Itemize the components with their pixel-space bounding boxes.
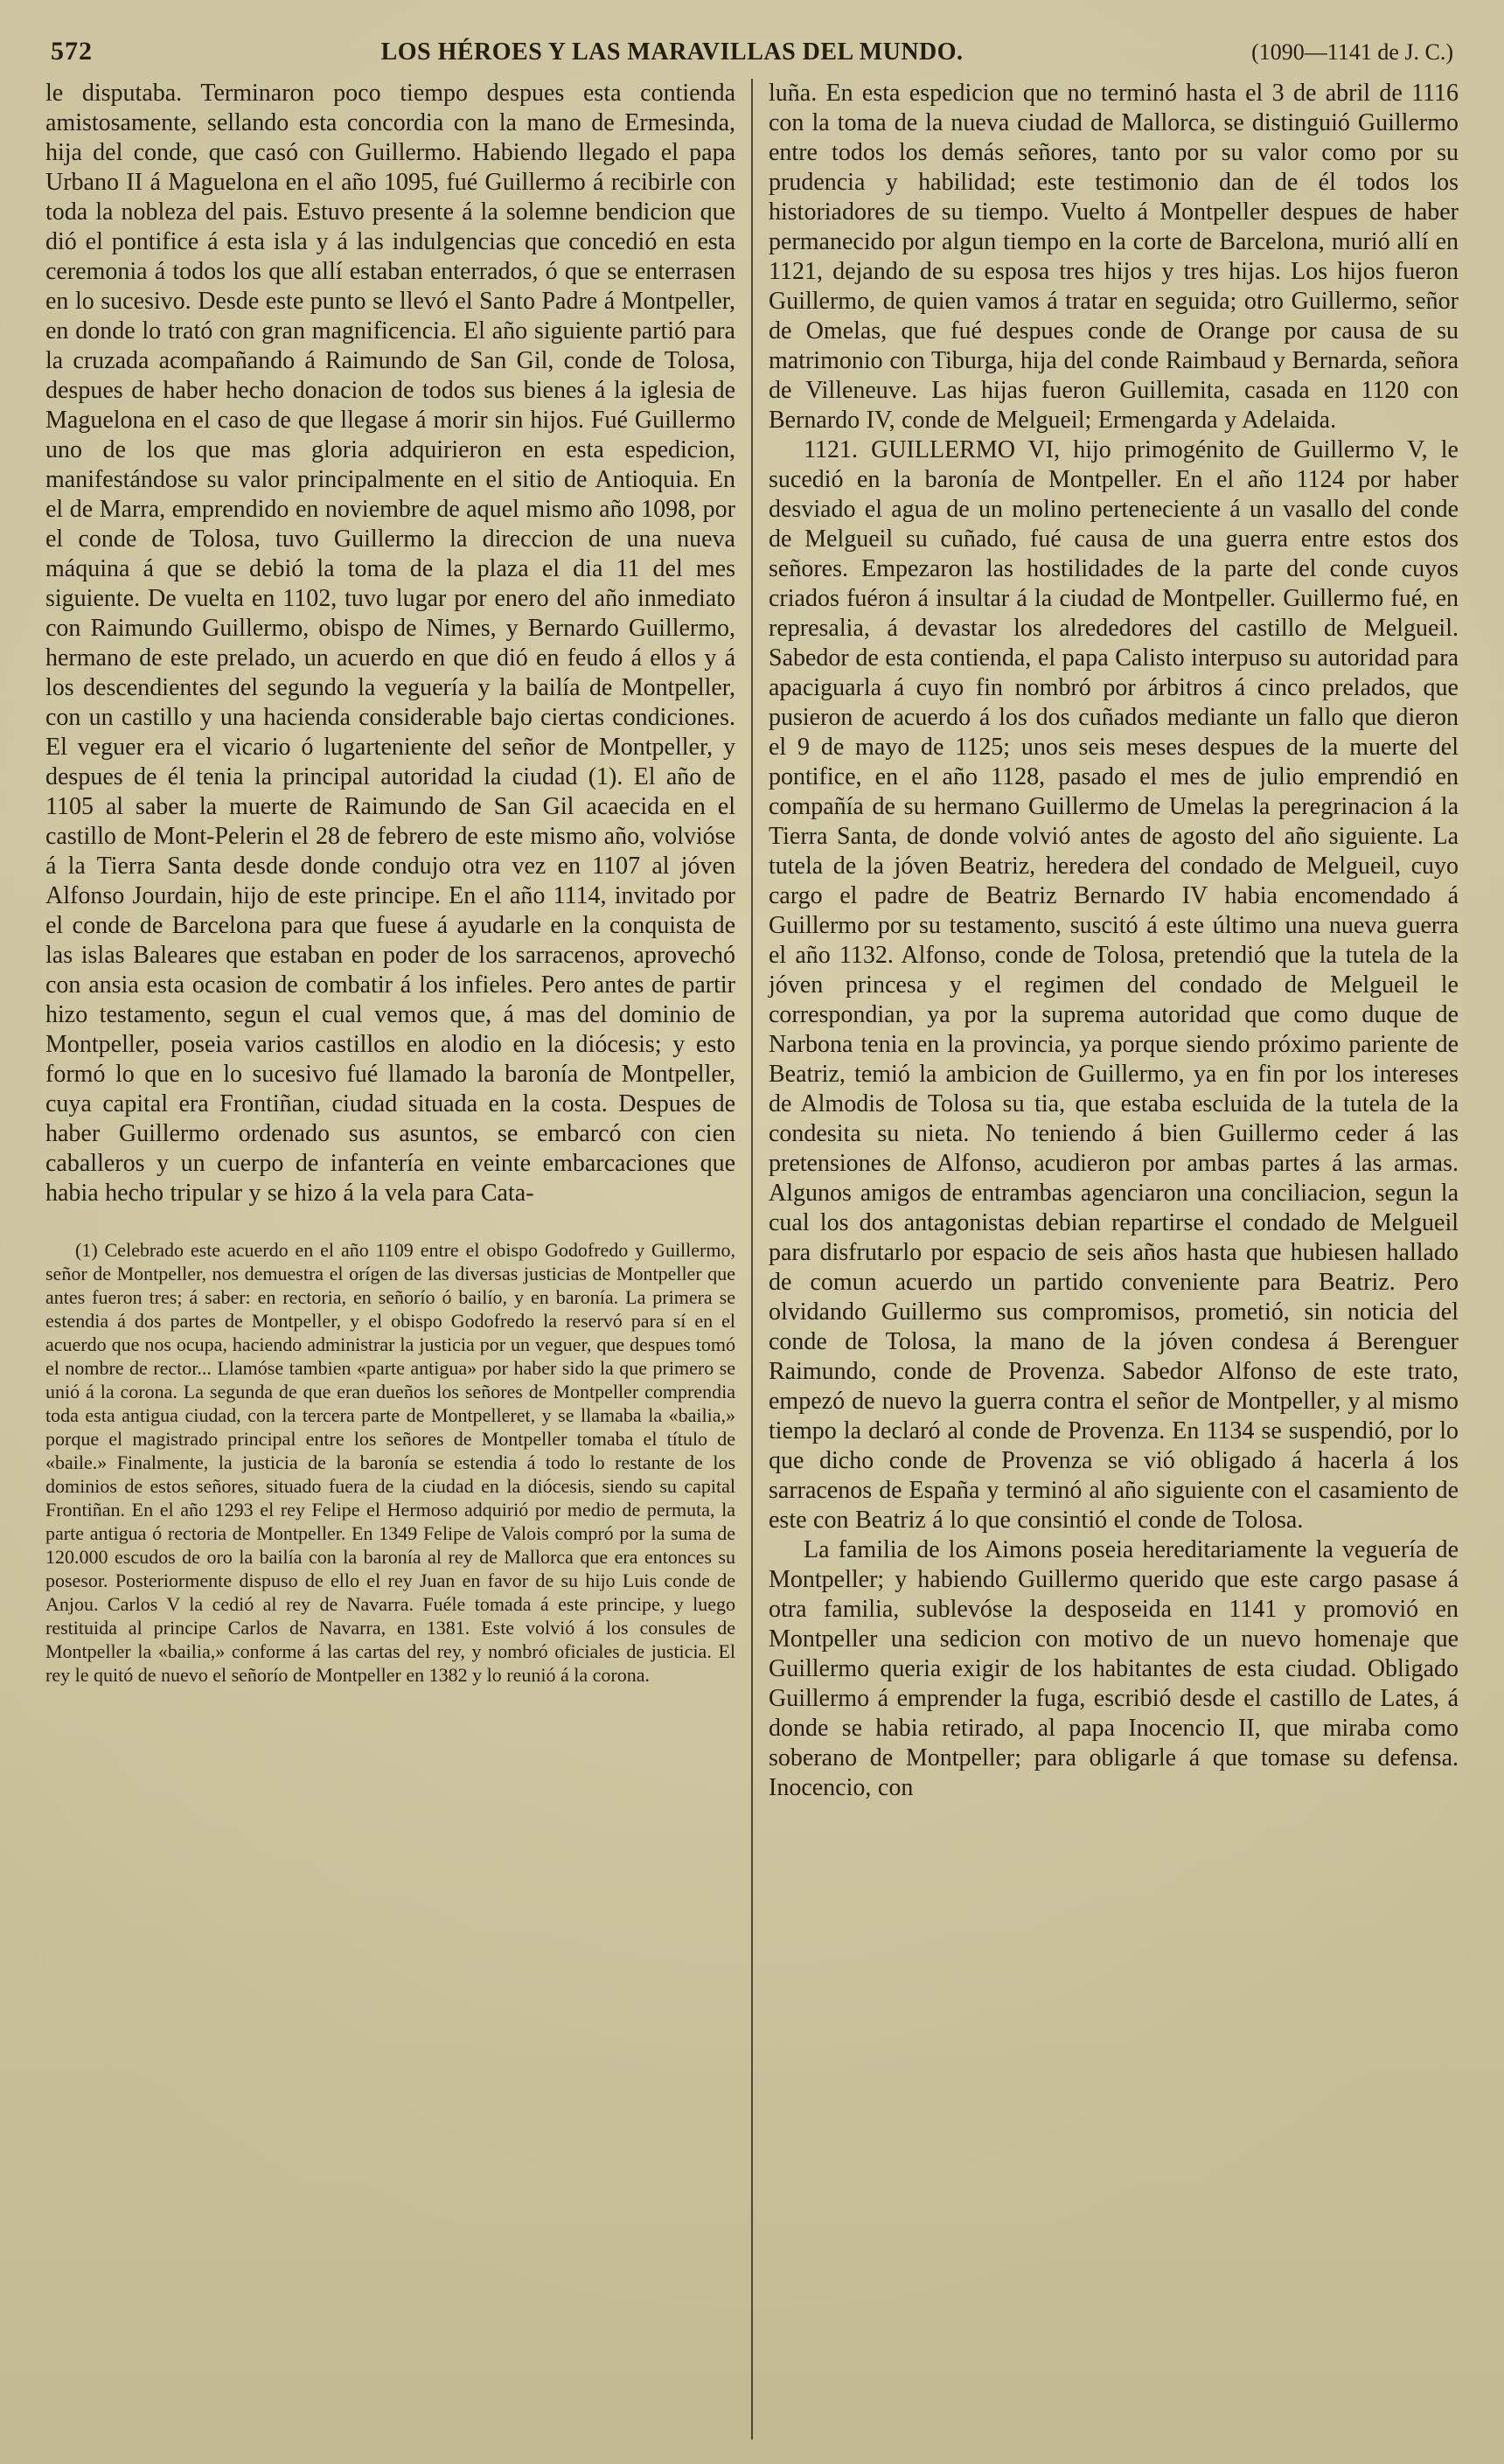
footnote: (1) Celebrado este acuerdo en el año 1109 entre el obispo Godofredo y Guillermo, señor de Montpeller, nos demuestra el orígen de las diversas justicias de Montpeller que antes fueron tres; á saber: en rectoria, en señorío ó bailío, y en baronía. La primera se estendia á dos partes de Montpeller, y el obispo Godofredo la reservó para sí en el acuerdo que nos ocupa, haciendo administrar la justicia por un veguer, que despues tomó el nombre de rector... Llamóse tambien «parte antigua» por haber sido la que primero se unió á la corona. La segunda de que eran dueños los señores de Montpeller comprendia toda esta antigua ciudad, con la tercera parte de Montpelleret, y se llamaba la «bailia,» porque el magistrado principal entre los señores de Montpeller tomaba el título de «baile.» Finalmente, la justicia de la baronía se estendia á todo lo restante de los dominios de estos señores, situado fuera de la ciudad en la diócesis, siendo su capital Frontiñan. En el año 1293 el rey Felipe el Hermoso adquirió por medio de permuta, la parte antigua ó rectoria de Montpeller. En 1349 Felipe de Valois compró por la suma de 120.000 escudos de oro la bailía con la baronía al rey de Mallorca que era entonces su posesor. Posteriormente dispuso de ello el rey Juan en favor de su hijo Luis conde de Anjou. Carlos V la cedió al rey de Navarra. Fuéle tomada á este principe, y luego restituida al principe Carlos de Navarra, en 1381. Este volvió á los consules de Montpeller la «bailia,» conforme á las cartas del rey, y nombró oficiales de justicia. El rey le quitó de nuevo el señorío de Montpeller en 1382 y lo reunió á la corona.: [45, 1239, 735, 1686]
date-range: (1090—1141 de J. C.): [1251, 39, 1453, 65]
body-paragraph: luña. En esta espedicion que no terminó hasta el 3 de abril de 1116 con la toma de la nueva ciudad de Mallorca, se distinguió Guillermo entre todos los demás señores, tanto por su valor como por su prudencia y habilidad; este testimonio dan de él todos los historiadores de su tiempo. Vuelto á Montpeller despues de haber permanecido por algun tiempo en la corte de Barcelona, murió allí en 1121, dejando de su esposa tres hijos y tres hijas. Los hijos fueron Guillermo, de quien vamos á tratar en seguida; otro Guillermo, señor de Omelas, que fué despues conde de Orange por causa de su matrimonio con Tiburga, hija del conde Raimbaud y Bernarda, señora de Villeneuve. Las hijas fueron Guillemita, casada en 1120 con Bernardo IV, conde de Melgueil; Ermengarda y Adelaida.: [769, 80, 1459, 434]
left-column: [45, 79, 751, 2440]
text-columns: [45, 79, 1459, 2440]
body-paragraph: La familia de los Aimons poseia hereditariamente la veguería de Montpeller; y habiendo Guillermo querido que este cargo pasase á otra familia, sublevóse la desposeida en 1141 y promovió en Montpeller una sedicion con motivo de un nuevo homenaje que Guillermo queria exigir de los habitantes de esta ciudad. Obligado Guillermo á emprender la fuga, escribió desde el castillo de Lates, á donde se habia retirado, al papa Inocencio II, que miraba como soberano de Montpeller; para obligarle á que tomase su defensa. Inocencio, con: [769, 1536, 1459, 1801]
page-number: 572: [51, 37, 93, 66]
page-header: [51, 37, 1453, 66]
page-title: LOS HÉROES Y LAS MARAVILLAS DEL MUNDO.: [380, 38, 964, 66]
right-column: [753, 79, 1459, 2440]
body-paragraph: 1121. GUILLERMO VI, hijo primogénito de Guillermo V, le sucedió en la baronía de Montpeller. En el año 1124 por haber desviado el agua de un molino perteneciente á un vasallo del conde de Melgueil su cuñado, fué causa de una guerra entre estos dos señores. Empezaron las hostilidades de la parte del conde cuyos criados fuéron á insultar á la ciudad de Montpeller. Guillermo fué, en represalia, á devastar los alrededores del castillo de Melgueil. Sabedor de esta contienda, el papa Calisto interpuso su autoridad para apaciguarla á cuyo fin nombró por árbitros á cinco prelados, que pusieron de acuerdo á los dos cuñados mediante un fallo que dieron el 9 de mayo de 1125; unos seis meses despues de la muerte del pontifice, en el año 1128, pasado el mes de julio emprendió en compañía de su hermano Guillermo de Umelas la peregrinacion á la Tierra Santa, de donde volvió antes de agosto del año siguiente. La tutela de la jóven Beatriz, heredera del condado de Melgueil, cuyo cargo el padre de Beatriz Bernardo IV habia encomendado á Guillermo por su testamento, suscitó á este último una nueva guerra el año 1132. Alfonso, conde de Tolosa, pretendió que la tutela de la jóven princesa y el regimen del condado de Melgueil le correspondian, ya por la suprema autoridad que como duque de Narbona tenia en la provincia, ya porque siendo próximo pariente de Beatriz, temió la ambicion de Guillermo, ya en fin por los intereses de Almodis de Tolosa su tia, que estaba escluida de la tutela de la condesita su nieta. No teniendo á bien Guillermo ceder á las pretensiones de Alfonso, acudieron por ambas partes á las armas. Algunos amigos de entrambas agenciaron una conciliacion, segun la cual los dos antagonistas debian repartirse el condado de Melgueil para disfrutarlo por espacio de seis años hasta que hubiesen hallado de comun acuerdo un partido conveniente para Beatriz. Pero olvidando Guillermo sus compromisos, prometió, sin noticia del conde de Tolosa, la mano de la jóven condesa á Berenguer Raimundo, conde de Provenza. Sabedor Alfonso de este trato, empezó de nuevo la guerra contra el señor de Montpeller, y al mismo tiempo la declaró al conde de Provenza. En 1134 se suspendió, por lo que dicho conde de Provenza se vió obligado á hacerla á los sarracenos de España y terminó al año siguiente con el casamiento de este con Beatriz á lo que consintió el conde de Tolosa.: [769, 436, 1459, 1534]
column-divider: [751, 79, 753, 2440]
body-paragraph: le disputaba. Terminaron poco tiempo despues esta contienda amistosamente, sellando esta concordia con la mano de Ermesinda, hija del conde, que casó con Guillermo. Habiendo llegado el papa Urbano II á Maguelona en el año 1095, fué Guillermo á recibirle con toda la nobleza del pais. Estuvo presente á la solemne bendicion que dió el pontifice á esta isla y á las indulgencias que concedió en esta ceremonia á todos los que allí estaban enterrados, ó que se enterrasen en lo sucesivo. Desde este punto se llevó el Santo Padre á Montpeller, en donde lo trató con gran magnificencia. El año siguiente partió para la cruzada acompañando á Raimundo de San Gil, conde de Tolosa, despues de haber hecho donacion de todos sus bienes á la iglesia de Maguelona en el caso de que llegase á morir sin hijos. Fué Guillermo uno de los que mas gloria adquirieron en esta espedicion, manifestándose su valor principalmente en el sitio de Antioquia. En el de Marra, emprendido en noviembre de aquel mismo año 1098, por el conde de Tolosa, tuvo Guillermo la direccion de una nueva máquina á que se debió la toma de la plaza el dia 11 del mes siguiente. De vuelta en 1102, tuvo lugar por enero del año inmediato con Raimundo Guillermo, obispo de Nimes, y Bernardo Guillermo, hermano de este prelado, un acuerdo en que dió en feudo á ellos y á los descendientes del segundo la veguería y la bailía de Montpeller, con un castillo y una hacienda considerable bajo ciertas condiciones. El veguer era el vicario ó lugarteniente del señor de Montpeller, y despues de él tenia la principal autoridad la ciudad (1). El año de 1105 al saber la muerte de Raimundo de San Gil acaecida en el castillo de Mont-Pelerin el 28 de febrero de este mismo año, volvióse á la Tierra Santa desde donde condujo otra vez en 1107 al jóven Alfonso Jourdain, hijo de este principe. En el año 1114, invitado por el conde de Barcelona para que fuese á ayudarle en la conquista de las islas Baleares que estaban en poder de los sarracenos, aprovechó con ansia esta ocasion de combatir á los infieles. Pero antes de partir hizo testamento, segun el cual vemos que, á mas del dominio de Montpeller, poseia varios castillos en alodio en la diócesis; y esto formó lo que en lo sucesivo fué llamado la baronía de Montpeller, cuya capital era Frontiñan, ciudad situada en la costa. Despues de haber Guillermo ordenado sus asuntos, se embarcó con cien caballeros y un cuerpo de infantería en veinte embarcaciones que habia hecho tripular y se hizo á la vela para Cata-: [45, 80, 735, 1207]
